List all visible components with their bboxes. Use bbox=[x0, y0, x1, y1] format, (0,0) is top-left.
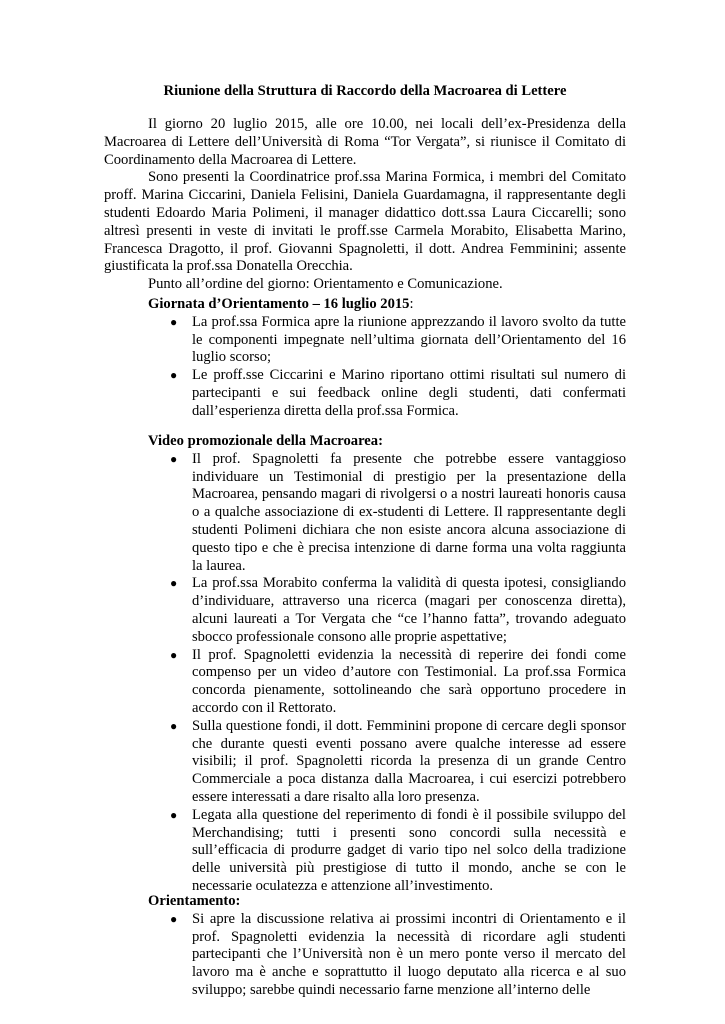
bullet-icon: ● bbox=[170, 451, 178, 466]
section-heading-text: Orientamento: bbox=[148, 893, 241, 909]
list-item-text: Il prof. Spagnoletti fa presente che potrebbe essere vantaggioso individuare un Testimonial di prestigio per la presentazione della Macroarea, pensando magari di rivolgersi o a nostri laureati honoris causa o a qualche associazione di ex-studenti di Lettere. Il rappresentante degli studenti Polimeni dichiara che non esiste ancora alcuna associazione di questo tipo e che è precisa intenzione di darne forma una volta raggiunta la laurea. bbox=[192, 450, 626, 574]
list-item bbox=[148, 314, 626, 367]
list-item bbox=[148, 718, 626, 807]
list-item bbox=[148, 911, 626, 1000]
list-item-text: Si apre la discussione relativa ai prossimi incontri di Orientamento e il prof. Spagnoletti evidenzia la necessità di ricordare agli studenti partecipanti che l’Università non è un mero ponte verso il mercato del lavoro ma è anche e soprattutto il luogo deputato alla ricerca e al suo sviluppo; sarebbe quindi necessario farne menzione all’interno delle bbox=[192, 910, 626, 998]
bullet-list bbox=[148, 314, 626, 421]
bullet-icon: ● bbox=[170, 368, 178, 383]
list-item bbox=[148, 367, 626, 420]
intro-paragraph-agenda: Punto all’ordine del giorno: Orientamento e Comunicazione. bbox=[148, 276, 503, 293]
bullet-list bbox=[148, 911, 626, 1000]
bullet-icon: ● bbox=[170, 807, 178, 822]
list-item-text: Il prof. Spagnoletti evidenzia la necessità di reperire dei fondi come compenso per un video d’autore con Testimonial. La prof.ssa Formica concorda pienamente, sottolineando che sarà opportuno procedere in accordo con il Rettorato. bbox=[192, 646, 626, 716]
bullet-icon: ● bbox=[170, 718, 178, 733]
list-item bbox=[148, 647, 626, 718]
intro-paragraph-date: Il giorno 20 luglio 2015, alle ore 10.00, nei locali dell’ex-Presidenza della Macroarea di Lettere dell’Università di Roma “Tor Vergata”, si riunisce il Comitato di Coordinamento della Macroarea di Lettere. bbox=[104, 116, 626, 168]
intro-paragraph-attendees: Sono presenti la Coordinatrice prof.ssa Marina Formica, i membri del Comitato proff. Marina Ciccarini, Daniela Felisini, Daniela Guardamagna, il rappresentante degli studenti Edoardo Maria Polimeni, il manager didattico dott.ssa Laura Ciccarelli; sono altresì presenti in veste di invitati le proff.sse Carmela Morabito, Elisabetta Marino, Francesca Dragotto, il prof. Giovanni Spagnoletti, il dott. Andrea Femminini; assente giustificata la prof.ssa Donatella Orecchia. bbox=[104, 169, 626, 275]
list-item bbox=[148, 451, 626, 576]
list-item-text: La prof.ssa Formica apre la riunione apprezzando il lavoro svolto da tutte le componenti impegnate nell’ultima giornata dell’Orientamento del 16 luglio scorso; bbox=[192, 313, 626, 366]
section-heading bbox=[148, 433, 626, 451]
bullet-icon: ● bbox=[170, 576, 178, 591]
list-item bbox=[148, 807, 626, 896]
bullet-list bbox=[148, 451, 626, 896]
section-heading bbox=[148, 296, 626, 314]
section-heading bbox=[148, 893, 626, 911]
list-item-text: Legata alla questione del reperimento di fondi è il possibile sviluppo del Merchandising; tutti i presenti sono concordi sulla necessità e sull’efficacia di produrre gadget di vario tipo nel solco della tradizione delle università più prestigiose di tutto il mondo, anche se con le necessarie oculatezza e attenzione all’investimento. bbox=[192, 806, 626, 894]
bullet-icon: ● bbox=[170, 314, 178, 329]
section-video-promozionale bbox=[148, 433, 626, 896]
list-item-text: La prof.ssa Morabito conferma la validità di questa ipotesi, consigliando d’individuare, attraverso una ricerca (magari per conoscenza diretta), alcuni laureati a Tor Vergata che “ce l’hanno fatta”, trovando adeguato sbocco professionale consono alle proprie aspettative; bbox=[192, 575, 626, 645]
document-title: Riunione della Struttura di Raccordo della Macroarea di Lettere bbox=[163, 83, 567, 99]
section-heading-text: Video promozionale della Macroarea: bbox=[148, 433, 383, 449]
list-item-text: Sulla questione fondi, il dott. Femminini propone di cercare degli sponsor che durante questi eventi possano avere qualche interesse ad essere visibili; il prof. Spagnoletti ricorda la presenza di un grande Centro Commerciale a poca distanza dalla Macroarea, i cui esercizi potrebbero essere interessati a dare risalto alla loro presenza. bbox=[192, 717, 626, 805]
list-item bbox=[148, 575, 626, 646]
bullet-icon: ● bbox=[170, 647, 178, 662]
bullet-icon: ● bbox=[170, 911, 178, 926]
section-heading-colon: : bbox=[409, 296, 414, 312]
section-orientamento bbox=[148, 893, 626, 1000]
list-item-text: Le proff.sse Ciccarini e Marino riportano ottimi risultati sul numero di partecipanti e sui feedback online degli studenti, dati confermati dall’esperienza diretta della prof.ssa Formica. bbox=[192, 367, 626, 419]
section-heading-text: Giornata d’Orientamento – 16 luglio 2015 bbox=[148, 296, 410, 312]
section-giornata-orientamento bbox=[148, 296, 626, 421]
intro-block bbox=[104, 116, 626, 294]
